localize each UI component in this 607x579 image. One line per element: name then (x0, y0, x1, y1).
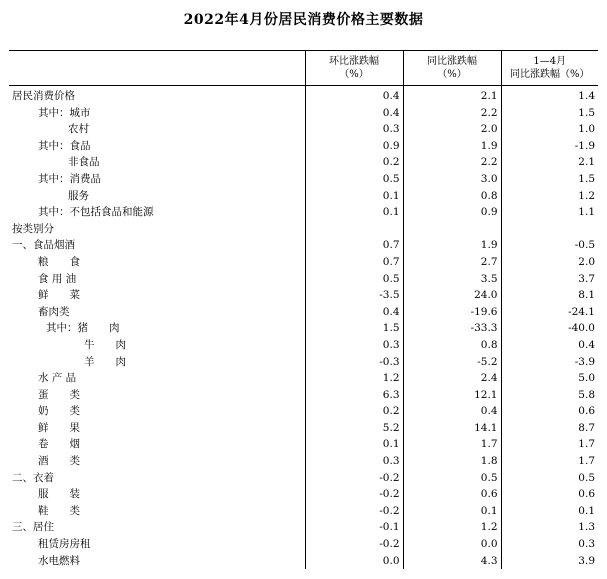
ytd-value: -0.5 (501, 237, 598, 254)
row-label: 酒 类 (38, 455, 80, 468)
yoy-value: 2.7 (403, 254, 501, 271)
mom-value: -0.2 (305, 486, 403, 503)
table-row (9, 304, 598, 321)
ytd-value: 0.5 (501, 470, 598, 487)
mom-value: 0.4 (305, 304, 403, 321)
table-row (9, 254, 598, 271)
yoy-value: 1.9 (403, 138, 501, 155)
row-label: 其中：食品 (38, 139, 91, 152)
row-label: 二、衣着 (12, 471, 54, 484)
header-mom-unit: （%） (339, 69, 369, 80)
mom-value: 5.2 (305, 420, 403, 437)
mom-value: 0.1 (305, 204, 403, 221)
ytd-value: 0.3 (501, 536, 598, 553)
header-ytd-period: 1—4月 (533, 56, 567, 67)
ytd-value: 0.6 (501, 486, 598, 503)
header-yoy-change (403, 51, 501, 86)
yoy-value: -5.2 (403, 354, 501, 371)
row-label: 服务 (68, 189, 89, 202)
table-header-row (9, 51, 598, 86)
yoy-value (403, 221, 501, 238)
ytd-value: 5.0 (501, 370, 598, 387)
yoy-value: 3.5 (403, 271, 501, 288)
header-mom-label: 环比涨跌幅 (329, 56, 379, 67)
ytd-value: 1.5 (501, 105, 598, 122)
mom-value: -3.5 (305, 287, 403, 304)
row-label: 居民消费价格 (12, 90, 75, 102)
mom-value: 0.3 (305, 337, 403, 354)
table-row (9, 536, 598, 553)
row-label: 蛋 类 (38, 388, 80, 401)
ytd-value: 2.1 (501, 154, 598, 171)
ytd-value: 0.6 (501, 403, 598, 420)
mom-value: 6.3 (305, 387, 403, 404)
yoy-value: 4.3 (403, 553, 501, 570)
ytd-value: 3.7 (501, 271, 598, 288)
ytd-value: -24.1 (501, 304, 598, 321)
row-label: 其中：不包括食品和能源 (38, 206, 154, 219)
ytd-value: -1.9 (501, 138, 598, 155)
yoy-value: 1.9 (403, 237, 501, 254)
mom-value: 0.5 (305, 271, 403, 288)
row-label: 水电燃料 (38, 554, 80, 567)
row-label: 鞋 类 (38, 504, 80, 517)
ytd-value: 1.3 (501, 519, 598, 536)
table-row (9, 320, 598, 337)
table-row (9, 519, 598, 536)
yoy-value: 2.0 (403, 121, 501, 138)
ytd-value: -40.0 (501, 320, 598, 337)
mom-value: 0.2 (305, 403, 403, 420)
mom-value: 1.2 (305, 370, 403, 387)
yoy-value: 1.8 (403, 453, 501, 470)
ytd-value: 1.5 (501, 171, 598, 188)
mom-value: 0.7 (305, 254, 403, 271)
table-row (9, 271, 598, 288)
ytd-value: 1.7 (501, 436, 598, 453)
row-label: 其中：消费品 (38, 172, 101, 185)
row-label: 水 产 品 (38, 372, 77, 385)
yoy-value: 2.2 (403, 105, 501, 122)
row-label: 鲜 菜 (38, 289, 80, 302)
row-label: 牛 肉 (84, 338, 126, 351)
mom-value: 0.7 (305, 237, 403, 254)
table-row (9, 337, 598, 354)
mom-value: 0.1 (305, 436, 403, 453)
header-ytd-label: 同比涨跌幅（%） (509, 69, 590, 80)
ytd-value: 8.7 (501, 420, 598, 437)
table-row (9, 403, 598, 420)
mom-value: 0.1 (305, 188, 403, 205)
table-row (9, 436, 598, 453)
mom-value: 0.3 (305, 121, 403, 138)
mom-value: 0.5 (305, 171, 403, 188)
yoy-value: 0.0 (403, 536, 501, 553)
yoy-value: 1.7 (403, 436, 501, 453)
table-row (9, 204, 598, 221)
mom-value: 0.0 (305, 553, 403, 570)
mom-value: -0.2 (305, 503, 403, 520)
yoy-value: 0.8 (403, 188, 501, 205)
table-row (9, 553, 598, 570)
table-row (9, 354, 598, 371)
table-row (9, 287, 598, 304)
row-label: 羊 肉 (84, 355, 126, 368)
table-body (9, 86, 598, 570)
header-ytd-change (501, 51, 598, 86)
yoy-value: -33.3 (403, 320, 501, 337)
header-yoy-unit: （%） (437, 69, 467, 80)
yoy-value: 2.4 (403, 370, 501, 387)
mom-value: 0.3 (305, 453, 403, 470)
mom-value: -0.1 (305, 519, 403, 536)
ytd-value: 1.1 (501, 204, 598, 221)
header-item-column (9, 51, 305, 86)
yoy-value: 2.2 (403, 154, 501, 171)
yoy-value: 0.6 (403, 486, 501, 503)
ytd-value: 8.1 (501, 287, 598, 304)
row-label: 鲜 果 (38, 421, 80, 434)
yoy-value: 3.0 (403, 171, 501, 188)
mom-value: 0.4 (305, 86, 403, 105)
yoy-value: 0.9 (403, 204, 501, 221)
row-label: 粮 食 (38, 255, 80, 268)
yoy-value: -19.6 (403, 304, 501, 321)
table-row (9, 470, 598, 487)
row-label: 农村 (68, 123, 89, 136)
ytd-value: 0.4 (501, 337, 598, 354)
table-row (9, 121, 598, 138)
mom-value: 0.2 (305, 154, 403, 171)
row-label: 一、食品烟酒 (12, 239, 75, 252)
table-row (9, 420, 598, 437)
cpi-data-table (9, 50, 598, 569)
ytd-value: 1.7 (501, 453, 598, 470)
row-label: 按类别分 (12, 222, 54, 235)
mom-value: 0.9 (305, 138, 403, 155)
yoy-value: 1.2 (403, 519, 501, 536)
table-row (9, 171, 598, 188)
yoy-value: 2.1 (403, 86, 501, 105)
row-label: 三、居住 (12, 521, 54, 534)
header-yoy-label: 同比涨跌幅 (427, 56, 477, 67)
table-row (9, 237, 598, 254)
table-row (9, 453, 598, 470)
row-label: 非食品 (68, 156, 100, 169)
yoy-value: 0.5 (403, 470, 501, 487)
mom-value: 1.5 (305, 320, 403, 337)
row-label: 其中：城市 (38, 106, 91, 119)
ytd-value: 0.1 (501, 503, 598, 520)
table-row (9, 486, 598, 503)
yoy-value: 12.1 (403, 387, 501, 404)
mom-value: -0.2 (305, 536, 403, 553)
table-row (9, 154, 598, 171)
table-row (9, 138, 598, 155)
page-title: 2022年4月份居民消费价格主要数据 (183, 12, 424, 28)
ytd-value: 5.8 (501, 387, 598, 404)
row-label: 食 用 油 (38, 272, 77, 285)
ytd-value: -3.9 (501, 354, 598, 371)
ytd-value: 1.2 (501, 188, 598, 205)
mom-value: -0.3 (305, 354, 403, 371)
yoy-value: 24.0 (403, 287, 501, 304)
row-label: 其中：猪 肉 (46, 322, 120, 335)
table-row (9, 105, 598, 122)
ytd-value: 3.9 (501, 553, 598, 570)
yoy-value: 0.4 (403, 403, 501, 420)
row-label: 卷 烟 (38, 438, 80, 451)
table-row (9, 188, 598, 205)
yoy-value: 0.1 (403, 503, 501, 520)
mom-value (305, 221, 403, 238)
row-label: 服 装 (38, 488, 80, 501)
ytd-value: 2.0 (501, 254, 598, 271)
table-row (9, 370, 598, 387)
table-row (9, 86, 598, 105)
ytd-value: 1.4 (501, 86, 598, 105)
table-row (9, 387, 598, 404)
row-label: 奶 类 (38, 405, 80, 418)
mom-value: -0.2 (305, 470, 403, 487)
ytd-value: 1.0 (501, 121, 598, 138)
table-row (9, 221, 598, 238)
ytd-value (501, 221, 598, 238)
mom-value: 0.4 (305, 105, 403, 122)
row-label: 租赁房房租 (38, 538, 91, 551)
yoy-value: 14.1 (403, 420, 501, 437)
table-row (9, 503, 598, 520)
yoy-value: 0.8 (403, 337, 501, 354)
row-label: 畜肉类 (38, 305, 70, 318)
header-mom-change (305, 51, 403, 86)
